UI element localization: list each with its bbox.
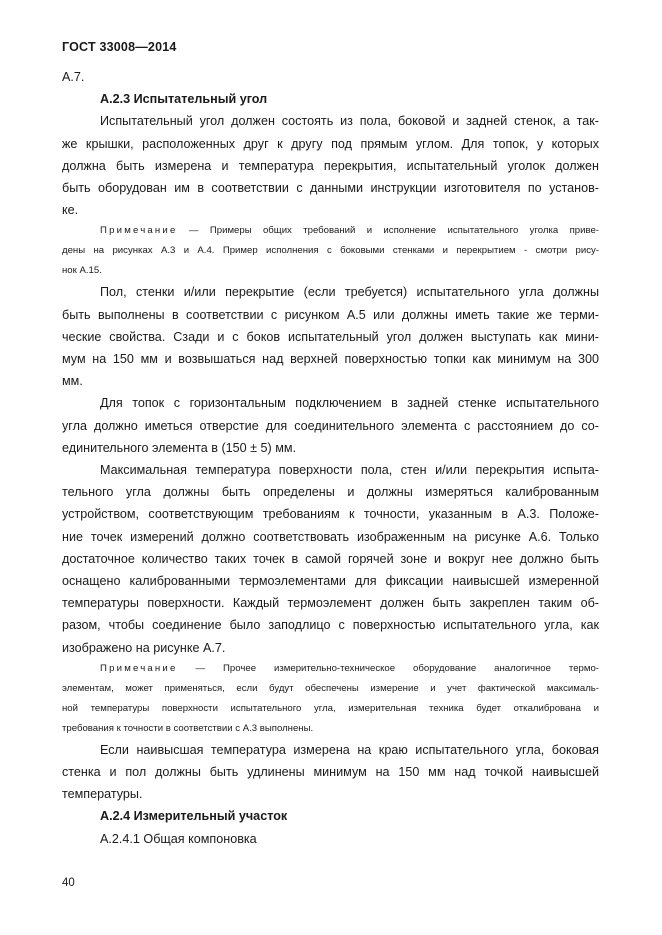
note-line: элементам, может применяться, если будут обеспечены измерение и учет фактической максималь- [62,682,599,694]
subsection-heading: А.2.4.1 Общая компоновка [100,831,257,846]
text-line: стенка и пол должны быть удлинены минимум на 150 мм над точкой наивысшей [62,765,599,780]
text-line: разом, чтобы соединение было заподлицо с поверхностью испытательного угла, как [62,618,599,633]
text-line: оснащено калиброванными термоэлементами для фиксации наивысшей измеренной [62,574,599,589]
note-label: Примечание [100,225,178,237]
text-line: быть выполнены в соответствии с рисунком А.5 или должны иметь такие же терми- [62,307,599,322]
text-line: ние точек измерений должно соответствовать изображенным на рисунке А.6. Только [62,529,599,544]
note-line: дены на рисунках А.3 и А.4. Пример исполнения с боковыми стенками и перекрытием - смотри рису- [62,245,599,257]
note-label: Примечание [100,662,178,674]
text-line: мум на 150 мм и возвышаться над верхней поверхностью топки как минимум на 300 [62,352,599,367]
text-line: ке. [62,203,79,218]
text-line: температуры поверхности. Каждый термоэлемент должен быть закреплен таким об- [62,596,599,611]
text-line: устройством, соответствующим требованиям к точности, указанным в А.3. Положе- [62,507,599,522]
text-line: достаточное количество таких точек в самой горячей зоне и вокруг нее должно быть [62,551,599,566]
text-line: А.7. [62,70,85,84]
text-line: должна быть измерена и температура перекрытия, испытательный уголок должен [62,158,599,173]
text-line: быть оборудован им в соответствии с данными инструкции изготовителя по установ- [62,181,599,196]
text-line: Для топок с горизонтальным подключением в задней стенке испытательного [100,396,599,411]
note-line: нок А.15. [62,265,102,277]
text-line: угла должно иметься отверстие для соединительного элемента с расстоянием до со- [62,418,599,433]
text-line: Испытательный угол должен состоять из пола, боковой и задней стенок, а так- [100,114,599,129]
text-line: же крышки, расположенных друг к другу под прямым углом. Для топок, у которых [62,136,599,151]
text-line: мм. [62,374,83,389]
text-line: Пол, стенки и/или перекрытие (если требуется) испытательного угла должны [100,285,599,300]
document-header: ГОСТ 33008—2014 [62,40,177,54]
text-line: температуры. [62,787,143,802]
note-line: требования к точности в соответствии с А.3 выполнены. [62,722,314,734]
section-heading: А.2.3 Испытательный угол [100,92,268,107]
document-body [62,66,599,850]
note-line: Примечание — Прочее измерительно-техническое оборудование аналогичное термо- [100,662,599,674]
text-line: ческие свойства. Сзади и с боков испытательный угол должен выступать как мини- [62,329,599,344]
text-line: единительного элемента в (150 ± 5) мм. [62,440,297,455]
text-line: тельного угла должны быть определены и должны измеряться калиброванным [62,485,599,500]
text-line: Если наивысшая температура измерена на краю испытательного угла, боковая [100,742,599,757]
page-number: 40 [62,877,75,889]
section-heading: А.2.4 Измерительный участок [100,809,288,824]
note-line: Примечание — Примеры общих требований и исполнение испытательного уголка приве- [100,225,599,237]
note-line: ной температуры поверхности испытательного угла, измерительная техника будет откалибрована и [62,702,599,714]
text-line: изображено на рисунке А.7. [62,640,226,655]
text-line: Максимальная температура поверхности пола, стен и/или перекрытия испыта- [100,463,599,478]
